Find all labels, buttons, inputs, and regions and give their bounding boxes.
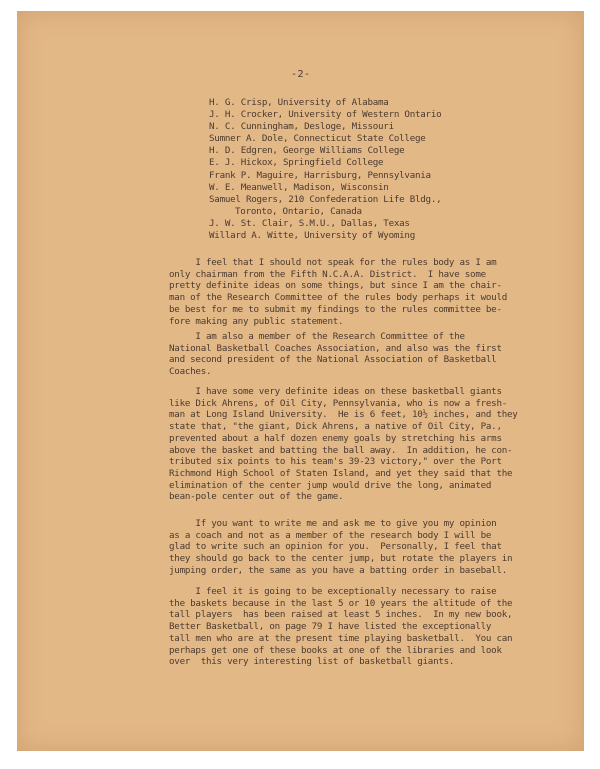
- paragraph-coaches-association: [169, 331, 502, 378]
- text-line: like Dick Ahrens, of Oil City, Pennsylvania, who is now a fresh-: [169, 397, 508, 409]
- committee-member: N. C. Cunningham, Desloge, Missouri: [209, 121, 394, 133]
- text-line: jumping order, the same as you have a batting order in baseball.: [169, 564, 508, 576]
- text-line: pretty definite ideas on some things, but since I am the chair-: [169, 280, 502, 292]
- committee-member: J. H. Crocker, University of Western Ontario: [209, 109, 442, 121]
- text-line: they should go back to the center jump, but rotate the players in: [169, 553, 513, 565]
- text-line: the baskets because in the last 5 or 10 years the altitude of the: [169, 597, 513, 609]
- paragraph-rules-body: [169, 257, 508, 327]
- letter-page: [17, 11, 583, 751]
- text-line: perhaps get one of these books at one of the libraries and look: [169, 644, 502, 656]
- committee-member-address-continuation: Toronto, Ontario, Canada: [235, 205, 362, 217]
- text-line: glad to write such an opinion for you. Personally, I feel that: [169, 541, 502, 553]
- text-line: I have some very definite ideas on these basketball giants: [169, 386, 502, 397]
- committee-member: H. D. Edgren, George Williams College: [209, 145, 405, 157]
- text-line: Better Basketball, on page 79 I have listed the exceptionally: [169, 621, 492, 633]
- committee-member-list: [209, 97, 441, 242]
- scan-edge: [582, 11, 584, 751]
- text-line: be best for me to submit my findings to the rules committee be-: [169, 303, 502, 315]
- text-line: tall men who are at the present time playing basketball. You can: [169, 632, 513, 644]
- text-line: National Basketball Coaches Association, and also was the first: [169, 342, 502, 354]
- text-line: and second president of the National Association of Basketball: [169, 354, 497, 366]
- text-line: fore making any public statement.: [169, 315, 344, 327]
- text-line: Coaches.: [169, 366, 212, 378]
- text-line: I feel it is going to be exceptionally necessary to raise: [169, 586, 497, 597]
- committee-member: Sumner A. Dole, Connecticut State College: [209, 133, 426, 145]
- text-line: as a coach and not as a member of the research body I will be: [169, 529, 492, 541]
- committee-member: W. E. Meanwell, Madison, Wisconsin: [209, 181, 389, 193]
- text-line: prevented about a half dozen enemy goals by stretching his arms: [169, 432, 502, 444]
- text-line: only chairman from the Fifth N.C.A.A. District. I have some: [169, 268, 486, 280]
- text-line: I feel that I should not speak for the rules body as I am: [169, 257, 497, 268]
- committee-member: E. J. Hickox, Springfield College: [209, 157, 384, 169]
- text-line: tall players has been raised at least 5 inches. In my new book,: [169, 609, 513, 621]
- text-line: If you want to write me and ask me to give you my opinion: [169, 518, 497, 529]
- committee-member: Willard A. Witte, University of Wyoming: [209, 230, 415, 242]
- text-line: above the basket and batting the ball away. In addition, he con-: [169, 444, 513, 456]
- text-line: Richmond High School of Staten Island, and yet they said that the: [169, 467, 513, 479]
- text-line: man at Long Island University. He is 6 feet, 10½ inches, and they: [169, 409, 518, 421]
- text-line: bean-pole center out of the game.: [169, 491, 344, 503]
- committee-member: H. G. Crisp, University of Alabama: [209, 97, 389, 108]
- committee-member: Frank P. Maguire, Harrisburg, Pennsylvania: [209, 169, 431, 181]
- paragraph-raise-baskets: [169, 586, 513, 668]
- text-line: state that, "the giant, Dick Ahrens, a native of Oil City, Pa.,: [169, 421, 502, 433]
- committee-member: Samuel Rogers, 210 Confederation Life Bldg.,: [209, 193, 442, 205]
- paragraph-basketball-giants: [169, 386, 518, 503]
- text-line: over this very interesting list of basketball giants.: [169, 656, 455, 668]
- committee-member: J. W. St. Clair, S.M.U., Dallas, Texas: [209, 217, 410, 229]
- text-line: elimination of the center jump would drive the long, animated: [169, 479, 492, 491]
- text-line: tributed six points to his team's 39-23 victory," over the Port: [169, 456, 502, 468]
- text-line: man of the Research Committee of the rules body perhaps it would: [169, 292, 508, 304]
- text-line: I am also a member of the Research Committee of the: [169, 331, 465, 342]
- page-number: -2-: [291, 69, 311, 80]
- paragraph-coach-opinion: [169, 518, 513, 577]
